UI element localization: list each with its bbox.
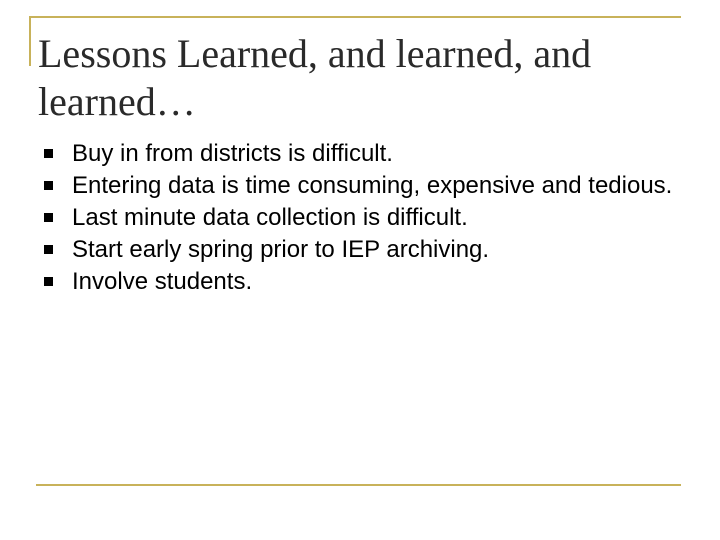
- bullet-item: [40, 203, 680, 232]
- top-border-rule: [29, 16, 681, 18]
- square-bullet-icon: [44, 149, 53, 158]
- square-bullet-icon: [44, 213, 53, 222]
- bullet-text: Involve students.: [72, 268, 253, 295]
- bullet-text: Last minute data collection is difficult.: [72, 204, 468, 231]
- left-border-rule: [29, 16, 31, 66]
- bullet-item: [40, 171, 680, 200]
- square-bullet-icon: [44, 181, 53, 190]
- slide-title: Lessons Learned, and learned, and learned…: [38, 31, 592, 124]
- bullet-item: [40, 235, 680, 264]
- bullet-list: [40, 139, 680, 299]
- bullet-item: [40, 267, 680, 296]
- bullet-text: Entering data is time consuming, expensive and tedious.: [72, 172, 673, 199]
- square-bullet-icon: [44, 245, 53, 254]
- bottom-divider-rule: [36, 484, 681, 486]
- bullet-text: Buy in from districts is difficult.: [72, 140, 393, 167]
- bullet-text: Start early spring prior to IEP archiving.: [72, 236, 490, 263]
- square-bullet-icon: [44, 277, 53, 286]
- bullet-item: [40, 139, 680, 168]
